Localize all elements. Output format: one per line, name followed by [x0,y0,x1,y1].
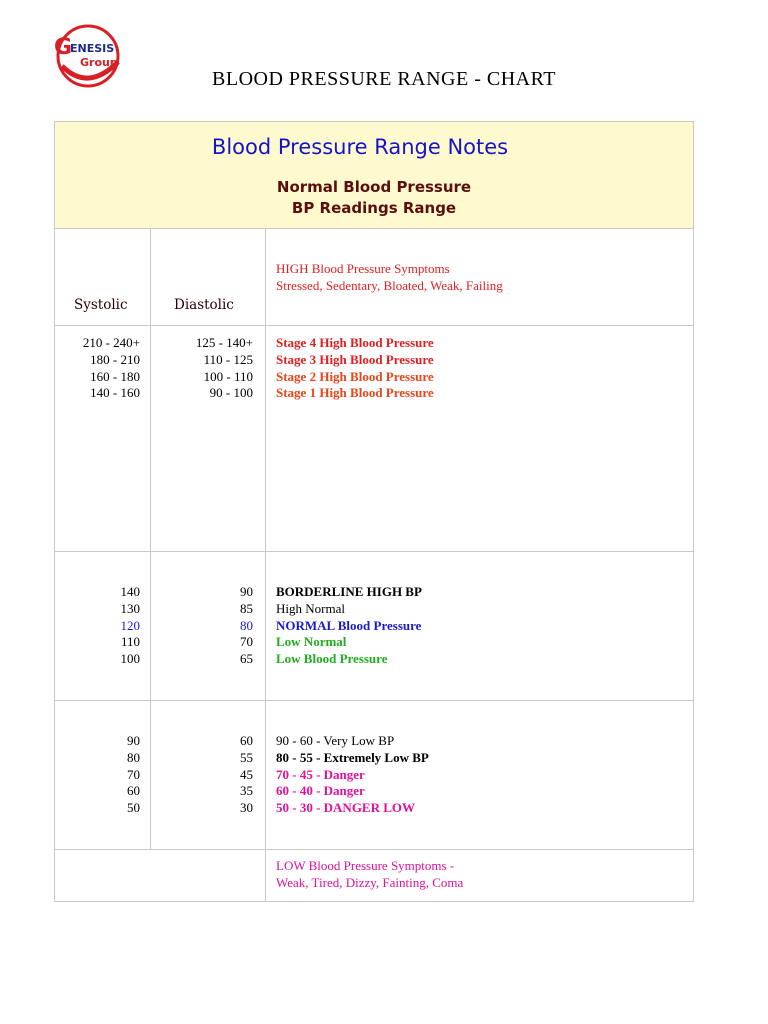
diastolic-header: Diastolic [174,297,234,313]
list-item: 35 [240,783,253,799]
danger-low-label: 50 - 30 - DANGER LOW [276,800,416,816]
high-labels-cell [266,326,694,552]
list-item: 85 [240,600,253,616]
low-diastolic-cell [151,701,266,850]
list-item: 55 [240,749,253,765]
high-symptoms-title: HIGH Blood Pressure Symptoms [276,261,450,276]
stage3-label: Stage 3 High Blood Pressure [276,351,434,367]
list-item: 110 - 125 [203,351,253,367]
list-item: 130 [120,600,140,616]
low-symptoms-empty-cell [55,850,266,902]
list-item: 70 [127,766,140,782]
list-item: 140 [120,584,140,599]
list-item: 90 [127,733,140,748]
danger-70-45-label: 70 - 45 - Danger [276,766,365,782]
svg-text:G: G [54,35,73,60]
stage4-label: Stage 4 High Blood Pressure [276,335,434,350]
document-title: BLOOD PRESSURE RANGE - CHART [212,68,556,90]
list-item: 210 - 240+ [82,335,140,350]
stage2-label: Stage 2 High Blood Pressure [276,368,434,384]
low-symptoms-cell [266,850,694,902]
list-item: 45 [240,766,253,782]
normal-labels-cell [266,552,694,701]
list-item: 120 [120,617,140,633]
low-bp-label: Low Blood Pressure [276,651,388,667]
table-header [55,122,694,229]
diastolic-header-cell [151,229,266,326]
high-symptoms-text: Stressed, Sedentary, Bloated, Weak, Failing [276,278,503,293]
high-normal-label: High Normal [276,600,345,616]
high-symptoms-cell [266,229,694,326]
list-item: 60 [127,783,140,799]
low-systolic-cell [55,701,151,850]
stage1-label: Stage 1 High Blood Pressure [276,385,434,401]
list-item: 65 [240,651,253,667]
low-symptoms-title: LOW Blood Pressure Symptoms - [276,858,455,873]
high-systolic-cell [55,326,151,552]
list-item: 110 [120,634,140,650]
subtitle-bp-readings: BP Readings Range [291,199,457,217]
list-item: 160 - 180 [90,368,140,384]
normal-bp-label: NORMAL Blood Pressure [276,617,422,633]
list-item: 60 [240,733,253,748]
list-item: 70 [240,634,253,650]
danger-60-40-label: 60 - 40 - Danger [276,783,365,799]
list-item: 80 [127,749,140,765]
list-item: 180 - 210 [90,351,140,367]
notes-title: Blood Pressure Range Notes [211,135,509,159]
low-symptoms-text: Weak, Tired, Dizzy, Fainting, Coma [276,874,464,890]
list-item: 50 [127,800,140,816]
list-item: 90 - 100 [209,385,253,401]
list-item: 100 - 110 [203,368,253,384]
low-labels-cell [266,701,694,850]
low-normal-label: Low Normal [276,634,347,650]
very-low-bp-label: 90 - 60 - Very Low BP [276,733,395,748]
list-item: 80 [240,617,253,633]
svg-text:ENESIS: ENESIS [70,42,115,55]
borderline-high-label: BORDERLINE HIGH BP [276,584,422,599]
extremely-low-bp-label: 80 - 55 - Extremely Low BP [276,749,429,765]
subtitle-normal-bp: Normal Blood Pressure [276,178,472,196]
list-item: 140 - 160 [90,385,140,401]
normal-systolic-cell [55,552,151,701]
systolic-header-cell [55,229,151,326]
systolic-header: Systolic [74,297,128,313]
normal-diastolic-cell [151,552,266,701]
svg-text:Group: Group [80,56,118,69]
high-diastolic-cell [151,326,266,552]
list-item: 100 [120,651,140,667]
list-item: 30 [240,800,253,816]
list-item: 90 [240,584,253,599]
bp-range-table [54,121,694,902]
list-item: 125 - 140+ [195,335,253,350]
